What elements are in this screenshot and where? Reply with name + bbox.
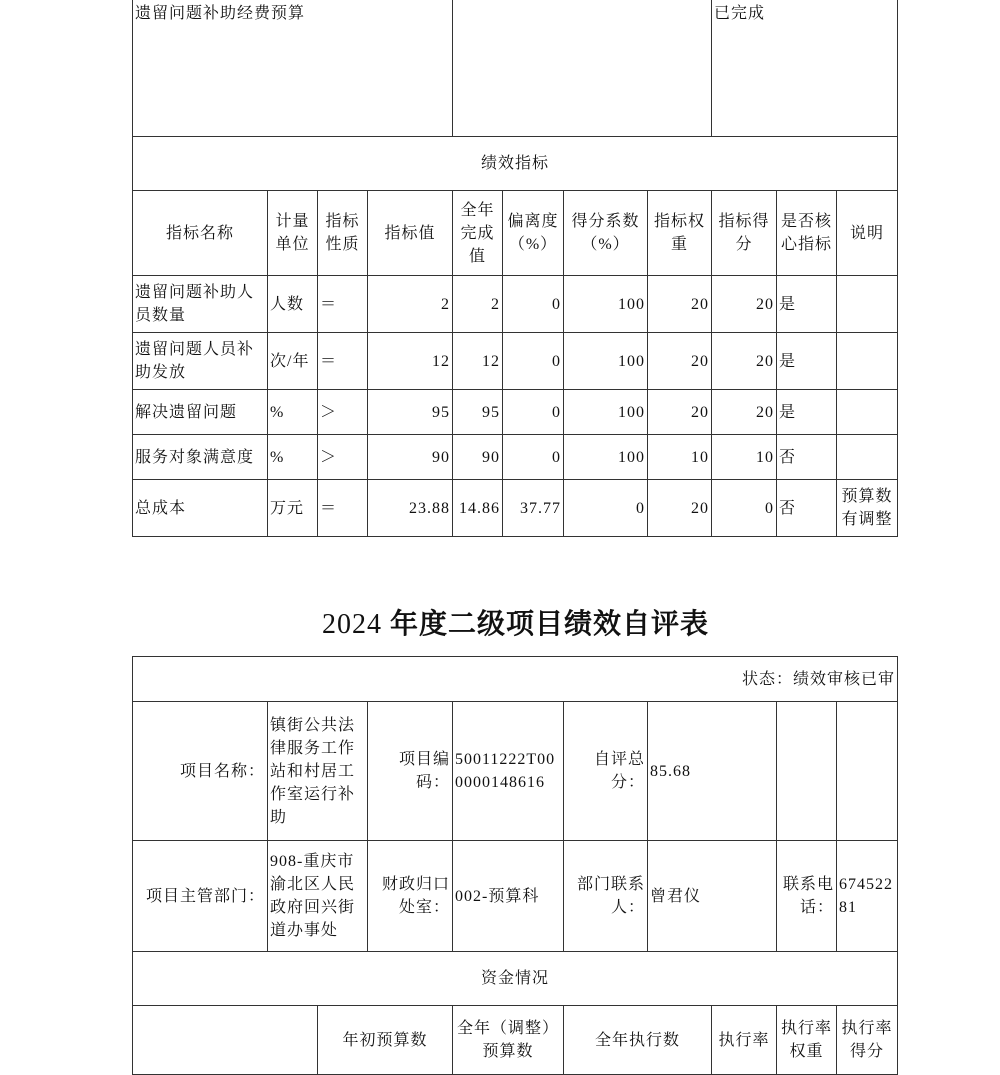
- indicator-row-1-cell-text: 12: [432, 352, 450, 370]
- project-code-label: [367, 701, 453, 841]
- indicator-header-cell-text: 指标权重: [653, 213, 705, 253]
- indicator-header-cell: [836, 190, 898, 276]
- indicator-header-cell-text: 指标得分: [718, 213, 770, 253]
- indicator-row-2-cell: [317, 389, 368, 435]
- indicator-header-cell: [132, 190, 268, 276]
- indicator-row-3-cell: [647, 434, 712, 480]
- indicator-row-0-cell: [647, 275, 712, 333]
- funds-header-cell-text: 年初预算数: [342, 1031, 428, 1049]
- dept-value: [267, 840, 368, 952]
- section-title-funds: [132, 951, 898, 1006]
- indicator-row-0-cell: [317, 275, 368, 333]
- indicator-row-0-cell-text: 是: [779, 295, 797, 313]
- indicator-row-2-cell: [502, 389, 564, 435]
- funds-header-cell: [836, 1005, 898, 1075]
- project-code-value: [452, 701, 564, 841]
- funds-header-cell-text: 全年执行数: [594, 1031, 680, 1049]
- indicator-row-4-cell: [776, 479, 837, 537]
- indicator-row-3-cell: [711, 434, 777, 480]
- indicator-row-0-cell-text: 100: [618, 295, 645, 313]
- indicator-row-1-cell: [267, 332, 318, 390]
- funds-header-cell: [711, 1005, 777, 1075]
- indicator-row-4-cell: [563, 479, 648, 537]
- indicator-row-4-cell-text: 14.86: [459, 499, 500, 517]
- indicator-row-4-cell-text: 总成本: [135, 499, 187, 517]
- indicator-header-cell-text: 指标性质: [325, 213, 360, 253]
- indicator-row-1-cell-text: 0: [552, 352, 561, 370]
- phone-value: [836, 840, 898, 952]
- indicator-header-cell: [776, 190, 837, 276]
- indicator-row-0-cell: [132, 275, 268, 333]
- indicator-row-2-cell-text: 20: [691, 403, 709, 421]
- indicator-row-1-cell-text: 12: [482, 352, 500, 370]
- self-score-label: [563, 701, 648, 841]
- indicator-row-2-cell: [563, 389, 648, 435]
- indicator-row-0-cell: [836, 275, 898, 333]
- indicator-row-3-cell-text: 服务对象满意度: [135, 448, 255, 466]
- indicator-row-3-cell-text: %: [270, 448, 285, 466]
- indicator-row-1-cell-text: 100: [618, 352, 645, 370]
- indicator-row-4-cell-text: 0: [636, 499, 645, 517]
- indicator-row-3-cell: [367, 434, 453, 480]
- indicator-row-2-cell: [836, 389, 898, 435]
- budget-name-cell: [132, 0, 453, 137]
- contact-label: [563, 840, 648, 952]
- indicator-row-0-cell-text: 遗留问题补助人员数量: [135, 284, 255, 324]
- indicator-row-4-cell: [647, 479, 712, 537]
- budget-status-cell: [711, 0, 898, 137]
- indicator-row-2-cell: [711, 389, 777, 435]
- indicator-row-3-cell: [563, 434, 648, 480]
- indicator-row-2-cell-text: 20: [756, 403, 774, 421]
- empty-cell: [776, 701, 837, 841]
- indicator-row-0-cell-text: 20: [691, 295, 709, 313]
- project-name-value: [267, 701, 368, 841]
- funds-header-cell-text: 全年（调整）预算数: [456, 1020, 559, 1060]
- indicator-header-cell-text: 指标值: [384, 224, 436, 242]
- indicator-row-3-cell: [836, 434, 898, 480]
- indicator-row-3-cell-text: ＞: [320, 448, 338, 466]
- indicator-row-4-cell-text: 0: [765, 499, 774, 517]
- section-title-performance-text: 绩效指标: [480, 155, 549, 172]
- indicator-header-cell-text: 得分系数（%）: [571, 213, 640, 253]
- indicator-row-1-cell: [711, 332, 777, 390]
- indicator-row-3-cell: [502, 434, 564, 480]
- self-score-label-text: 自评总分：: [593, 751, 645, 791]
- indicator-row-4-cell-text: 预算数有调整: [841, 488, 893, 528]
- indicator-row-1-cell: [367, 332, 453, 390]
- indicator-row-4-cell: [132, 479, 268, 537]
- indicator-row-4-cell-text: 23.88: [409, 499, 450, 517]
- indicator-row-2-cell: [647, 389, 712, 435]
- funds-header-cell: [452, 1005, 564, 1075]
- self-score-value: [647, 701, 777, 841]
- indicator-row-0-cell: [267, 275, 318, 333]
- indicator-header-cell: [452, 190, 503, 276]
- indicator-row-4-cell: [452, 479, 503, 537]
- indicator-row-3-cell-text: 否: [779, 448, 797, 466]
- phone-value-text: 67452281: [839, 876, 893, 916]
- contact-value: [647, 840, 777, 952]
- indicator-row-3-cell: [776, 434, 837, 480]
- indicator-header-cell-text: 是否核心指标: [780, 213, 832, 253]
- funds-header-cell-text: 执行率: [718, 1031, 770, 1049]
- finance-dept-label: [367, 840, 453, 952]
- funds-header-cell: [776, 1005, 837, 1075]
- indicator-row-2-cell: [367, 389, 453, 435]
- indicator-row-3-cell: [317, 434, 368, 480]
- indicator-row-0-cell: [776, 275, 837, 333]
- indicator-row-3-cell-text: 0: [552, 448, 561, 466]
- indicator-row-2-cell-text: 0: [552, 403, 561, 421]
- indicator-row-4-cell: [711, 479, 777, 537]
- indicator-row-4-cell-text: 万元: [270, 499, 305, 517]
- indicator-row-2-cell: [132, 389, 268, 435]
- funds-header-cell-text: 执行率得分: [841, 1020, 893, 1060]
- indicator-header-cell: [647, 190, 712, 276]
- indicator-row-1-cell: [452, 332, 503, 390]
- indicator-row-4-cell-text: 否: [779, 499, 797, 517]
- project-code-label-text: 项目编码：: [398, 751, 450, 791]
- indicator-row-2-cell-text: 95: [482, 403, 500, 421]
- indicator-row-0-cell: [502, 275, 564, 333]
- phone-label: [776, 840, 837, 952]
- indicator-row-4-cell: [836, 479, 898, 537]
- indicator-header-cell-text: 全年完成值: [460, 201, 495, 265]
- indicator-row-4-cell-text: 20: [691, 499, 709, 517]
- indicator-row-0-cell-text: 人数: [270, 295, 305, 313]
- indicator-row-3-cell-text: 90: [432, 448, 450, 466]
- indicator-row-3-cell-text: 10: [691, 448, 709, 466]
- funds-header-cell: [563, 1005, 712, 1075]
- finance-dept-label-text: 财政归口处室：: [381, 876, 450, 916]
- indicator-row-1-cell-text: 是: [779, 352, 797, 370]
- indicator-row-0-cell-text: 2: [441, 295, 450, 313]
- indicator-row-4-cell: [317, 479, 368, 537]
- project-name-label-text: 项目名称：: [179, 762, 265, 780]
- indicator-row-1-cell: [836, 332, 898, 390]
- form-title: [0, 602, 1000, 642]
- indicator-row-1-cell: [132, 332, 268, 390]
- budget-status-cell-text: 已完成: [714, 5, 766, 22]
- indicator-row-0-cell: [711, 275, 777, 333]
- dept-label-text: 项目主管部门：: [145, 887, 265, 905]
- indicator-header-cell: [502, 190, 564, 276]
- indicator-row-1-cell-text: 遗留问题人员补助发放: [135, 341, 255, 381]
- indicator-row-0-cell-text: 20: [756, 295, 774, 313]
- indicator-header-cell-text: 说明: [849, 224, 884, 242]
- section-title-funds-text: 资金情况: [480, 970, 549, 987]
- indicator-header-cell-text: 指标名称: [165, 224, 234, 242]
- indicator-row-2-cell: [267, 389, 318, 435]
- form-title-year: 2024: [321, 609, 382, 640]
- phone-label-text: 联系电话：: [782, 876, 834, 916]
- empty-cell: [836, 701, 898, 841]
- indicator-row-4-cell-text: ＝: [320, 499, 338, 517]
- form-title-text: 年度二级项目绩效自评表: [389, 609, 709, 640]
- indicator-row-2-cell-text: 100: [618, 403, 645, 421]
- indicator-row-3-cell-text: 90: [482, 448, 500, 466]
- funds-header-cell: [317, 1005, 453, 1075]
- indicator-row-2-cell-text: ＞: [320, 403, 338, 421]
- status-text-text: 状态：绩效审核已审: [741, 670, 895, 688]
- indicator-row-0-cell-text: 0: [552, 295, 561, 313]
- indicator-row-3-cell: [267, 434, 318, 480]
- project-name-value-text: 镇街公共法律服务工作站和村居工作室运行补助: [270, 716, 356, 826]
- budget-empty-cell: [452, 0, 712, 137]
- dept-label: [132, 840, 268, 952]
- indicator-header-cell: [367, 190, 453, 276]
- indicator-header-cell: [563, 190, 648, 276]
- indicator-row-3-cell: [452, 434, 503, 480]
- indicator-row-1-cell: [502, 332, 564, 390]
- indicator-row-1-cell: [647, 332, 712, 390]
- indicator-row-3-cell-text: 10: [756, 448, 774, 466]
- indicator-row-1-cell: [317, 332, 368, 390]
- indicator-row-0-cell: [367, 275, 453, 333]
- indicator-row-2-cell-text: 95: [432, 403, 450, 421]
- indicator-row-1-cell-text: 次/年: [270, 352, 310, 370]
- indicator-row-2-cell: [452, 389, 503, 435]
- status-text: [132, 656, 898, 702]
- indicator-row-3-cell-text: 100: [618, 448, 645, 466]
- project-code-value-text: 50011222T000000148616: [455, 751, 556, 791]
- contact-value-text: 曾君仪: [650, 887, 702, 905]
- indicator-row-3-cell: [132, 434, 268, 480]
- indicator-row-2-cell-text: 是: [779, 403, 797, 421]
- section-title-performance: [132, 136, 898, 191]
- indicator-header-cell-text: 偏离度（%）: [507, 213, 559, 253]
- funds-header-cell-text: 执行率权重: [780, 1020, 832, 1060]
- indicator-row-2-cell-text: 解决遗留问题: [135, 403, 238, 421]
- self-score-value-text: 85.68: [650, 762, 691, 780]
- indicator-row-0-cell-text: ＝: [320, 295, 338, 313]
- indicator-row-1-cell: [563, 332, 648, 390]
- finance-dept-value: [452, 840, 564, 952]
- indicator-row-1-cell-text: 20: [691, 352, 709, 370]
- dept-value-text: 908-重庆市渝北区人民政府回兴街道办事处: [270, 853, 356, 939]
- indicator-row-0-cell-text: 2: [491, 295, 500, 313]
- indicator-row-0-cell: [452, 275, 503, 333]
- indicator-header-cell-text: 计量单位: [275, 213, 310, 253]
- indicator-row-1-cell: [776, 332, 837, 390]
- contact-label-text: 部门联系人：: [576, 876, 645, 916]
- indicator-row-4-cell: [502, 479, 564, 537]
- finance-dept-value-text: 002-预算科: [455, 887, 540, 905]
- indicator-row-4-cell-text: 37.77: [520, 499, 561, 517]
- indicator-row-1-cell-text: ＝: [320, 352, 338, 370]
- indicator-row-2-cell-text: %: [270, 403, 285, 421]
- funds-header-cell: [132, 1005, 318, 1075]
- indicator-header-cell: [267, 190, 318, 276]
- indicator-row-2-cell: [776, 389, 837, 435]
- budget-name-cell-text: 遗留问题补助经费预算: [135, 5, 306, 22]
- indicator-header-cell: [711, 190, 777, 276]
- indicator-row-4-cell: [367, 479, 453, 537]
- indicator-row-0-cell: [563, 275, 648, 333]
- indicator-row-1-cell-text: 20: [756, 352, 774, 370]
- project-name-label: [132, 701, 268, 841]
- indicator-header-cell: [317, 190, 368, 276]
- indicator-row-4-cell: [267, 479, 318, 537]
